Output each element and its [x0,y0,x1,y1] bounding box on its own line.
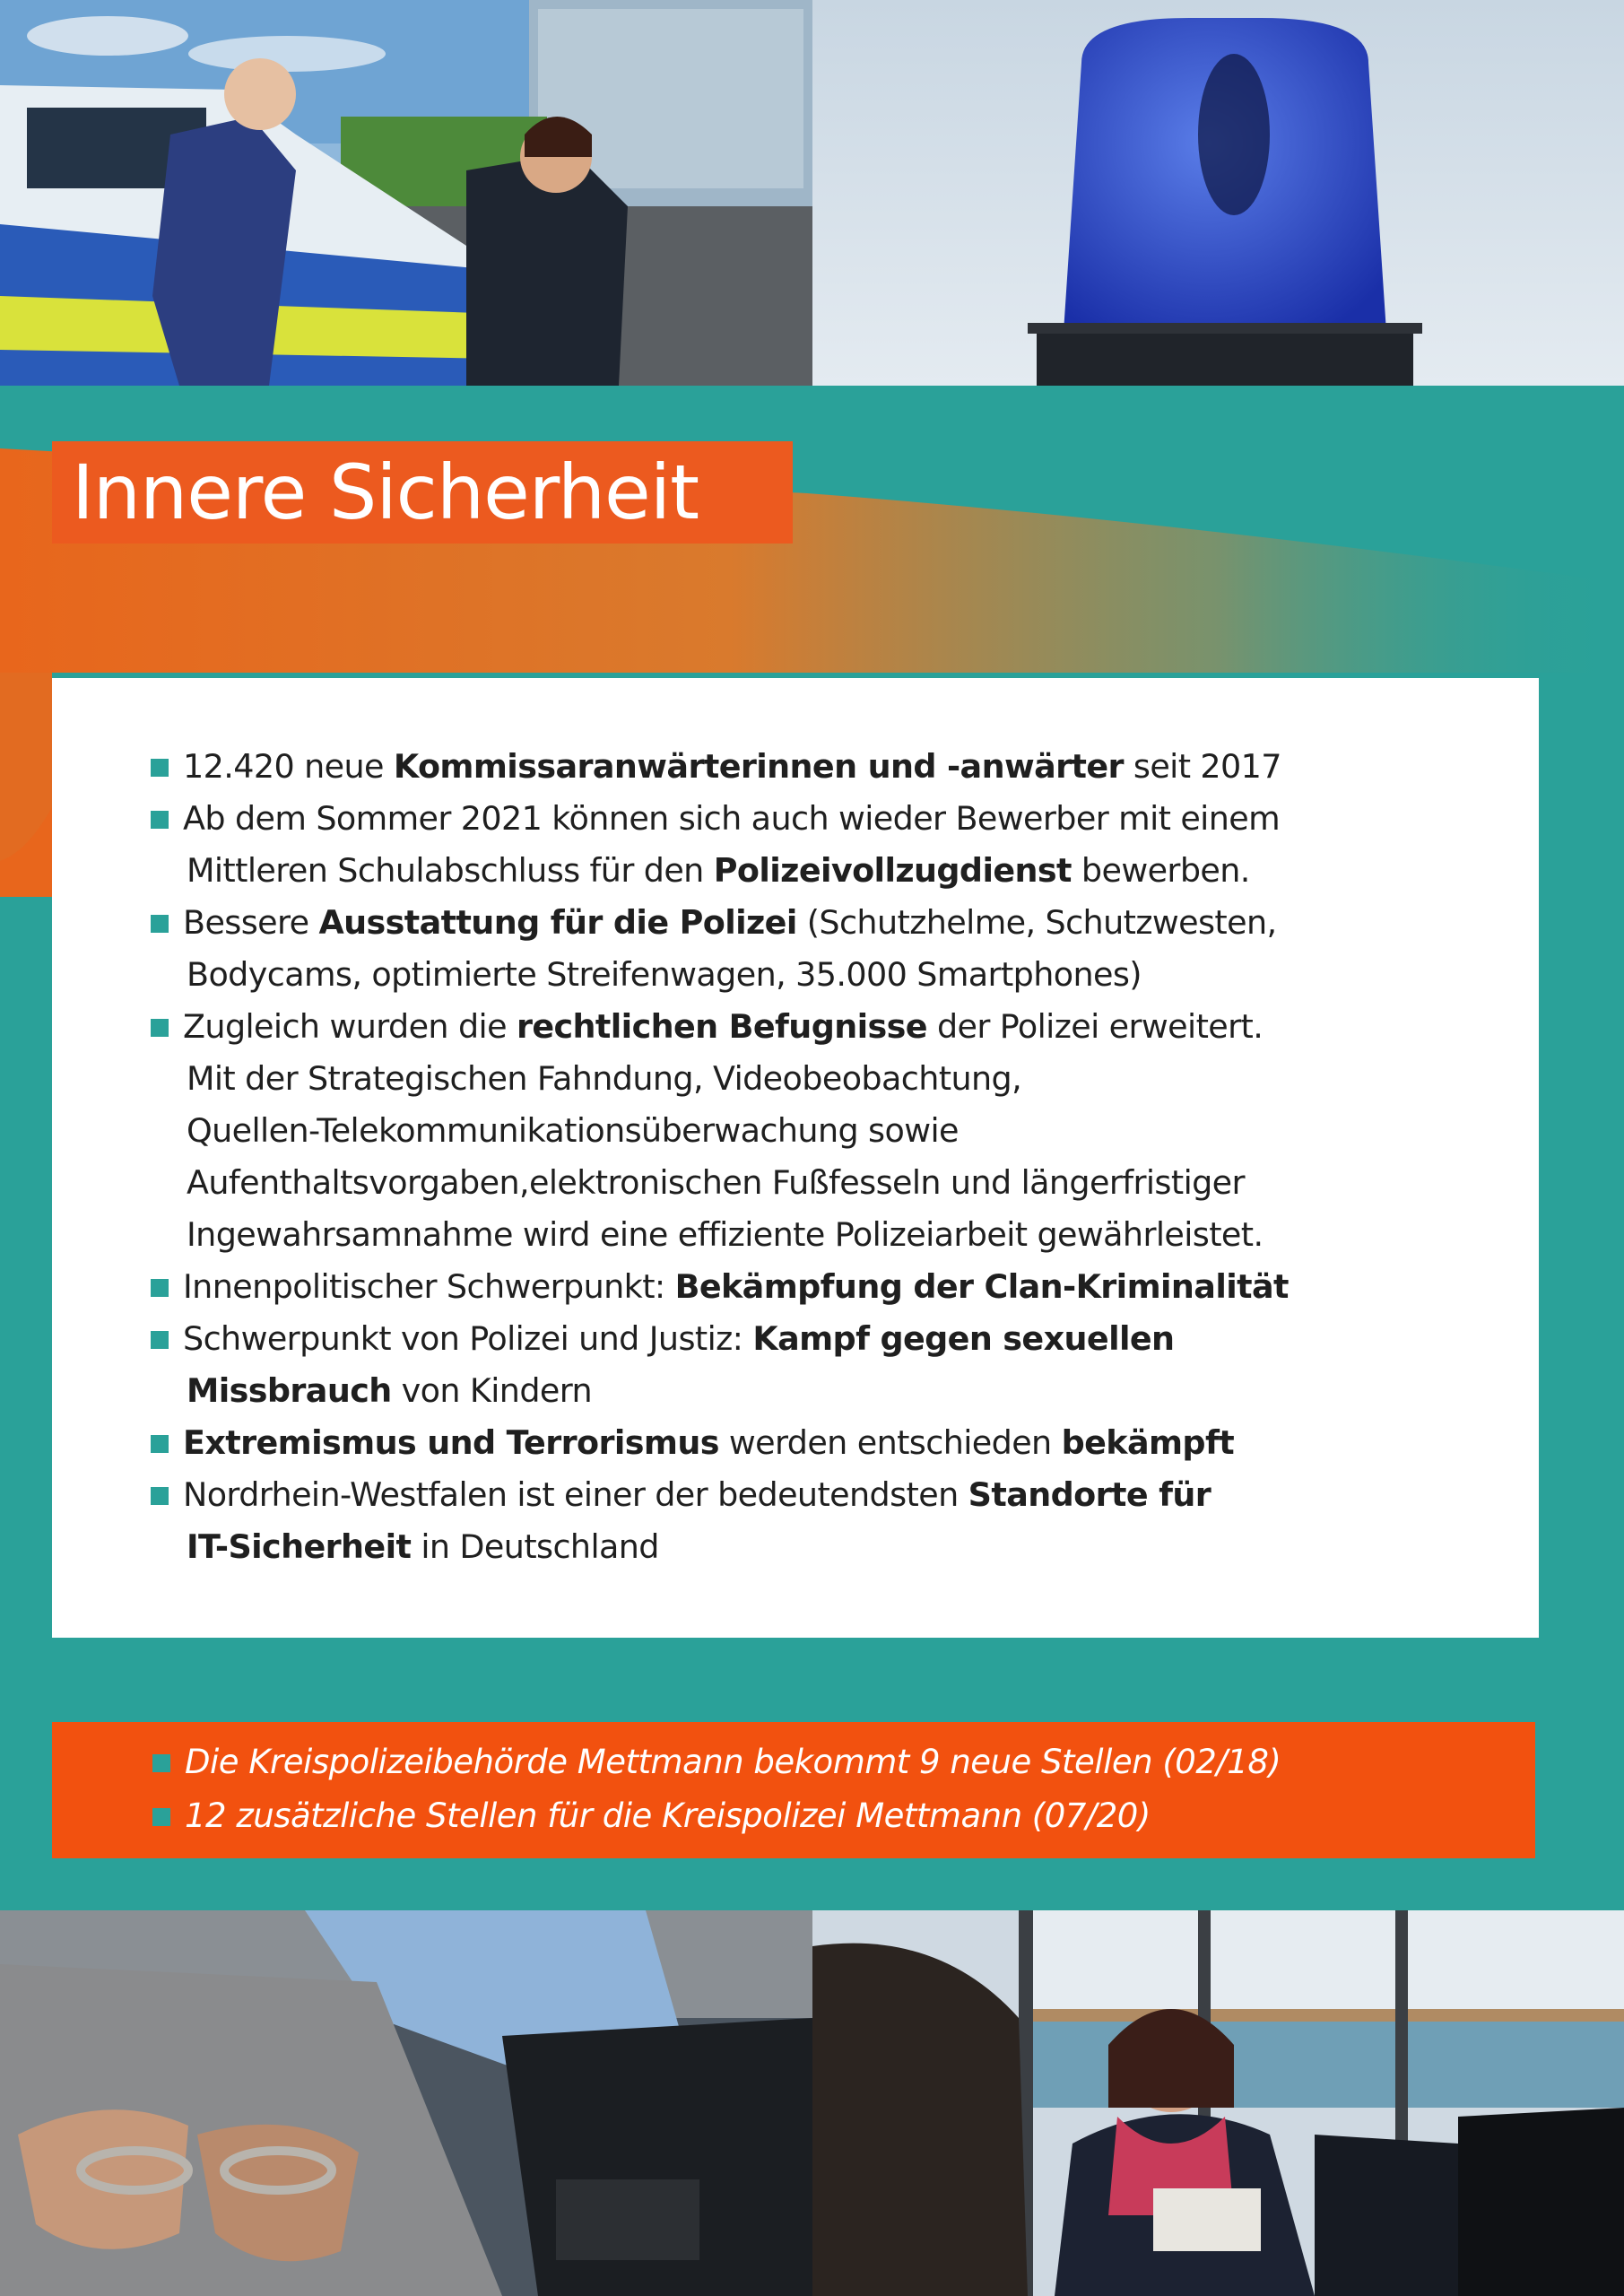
bullet-square-icon [151,1487,169,1505]
bullet-square-icon [152,1754,170,1772]
photo-politicians-with-police-car [0,0,812,386]
bullet-item: 12.420 neue Kommissaranwärterinnen und -anwärter seit 2017 [151,741,1281,793]
bullet-square-icon [151,1019,169,1037]
photo-handcuffed-hands [0,1910,812,2296]
highlight-box [52,1722,1535,1858]
bullet-square-icon [152,1808,170,1826]
bullet-item: Extremismus und Terrorismus werden entschieden bekämpft [151,1417,1234,1469]
bullet-item: Bessere Ausstattung für die Polizei (Schutzhelme, Schutzwesten, [151,897,1277,949]
bullet-square-icon [151,1435,169,1453]
bullet-square-icon [151,915,169,933]
bullet-square-icon [151,811,169,829]
content-card [52,678,1539,1638]
page-title: Innere Sicherheit [72,448,699,536]
bullet-item: Zugleich wurden die rechtlichen Befugnisse der Polizei erweitert. [151,1001,1263,1053]
photo-woman-at-desk-by-window [812,1910,1624,2296]
bullet-item: Innenpolitischer Schwerpunkt: Bekämpfung der Clan-Kriminalität [151,1261,1289,1313]
bullet-continuation: Bodycams, optimierte Streifenwagen, 35.000 Smartphones) [187,955,1142,994]
bullet-continuation: Mittleren Schulabschluss für den Polizeivollzugdienst bewerben. [187,851,1250,890]
bullet-continuation: IT-Sicherheit in Deutschland [187,1527,659,1566]
bullet-item: Ab dem Sommer 2021 können sich auch wieder Bewerber mit einem [151,793,1280,845]
highlight-item: 12 zusätzliche Stellen für die Kreispolizei Mettmann (07/20) [152,1790,1151,1842]
bullet-continuation: Quellen-Telekommunikationsüberwachung sowie [187,1111,959,1150]
bullet-continuation: Aufenthaltsvorgaben,elektronischen Fußfesseln und längerfristiger [187,1163,1245,1202]
bullet-square-icon [151,1279,169,1297]
photo-blue-police-light [812,0,1624,386]
bullet-square-icon [151,759,169,777]
bullet-item: Schwerpunkt von Polizei und Justiz: Kampf gegen sexuellen [151,1313,1174,1365]
bullet-continuation: Mit der Strategischen Fahndung, Videobeobachtung, [187,1059,1022,1098]
bullet-item: Nordrhein-Westfalen ist einer der bedeutendsten Standorte für [151,1469,1211,1521]
bullet-continuation: Ingewahrsamnahme wird eine effiziente Polizeiarbeit gewährleistet. [187,1215,1264,1254]
bullet-square-icon [151,1331,169,1349]
title-banner [52,441,793,544]
bullet-continuation: Missbrauch von Kindern [187,1371,593,1410]
highlight-item: Die Kreispolizeibehörde Mettmann bekommt 9 neue Stellen (02/18) [152,1736,1281,1788]
